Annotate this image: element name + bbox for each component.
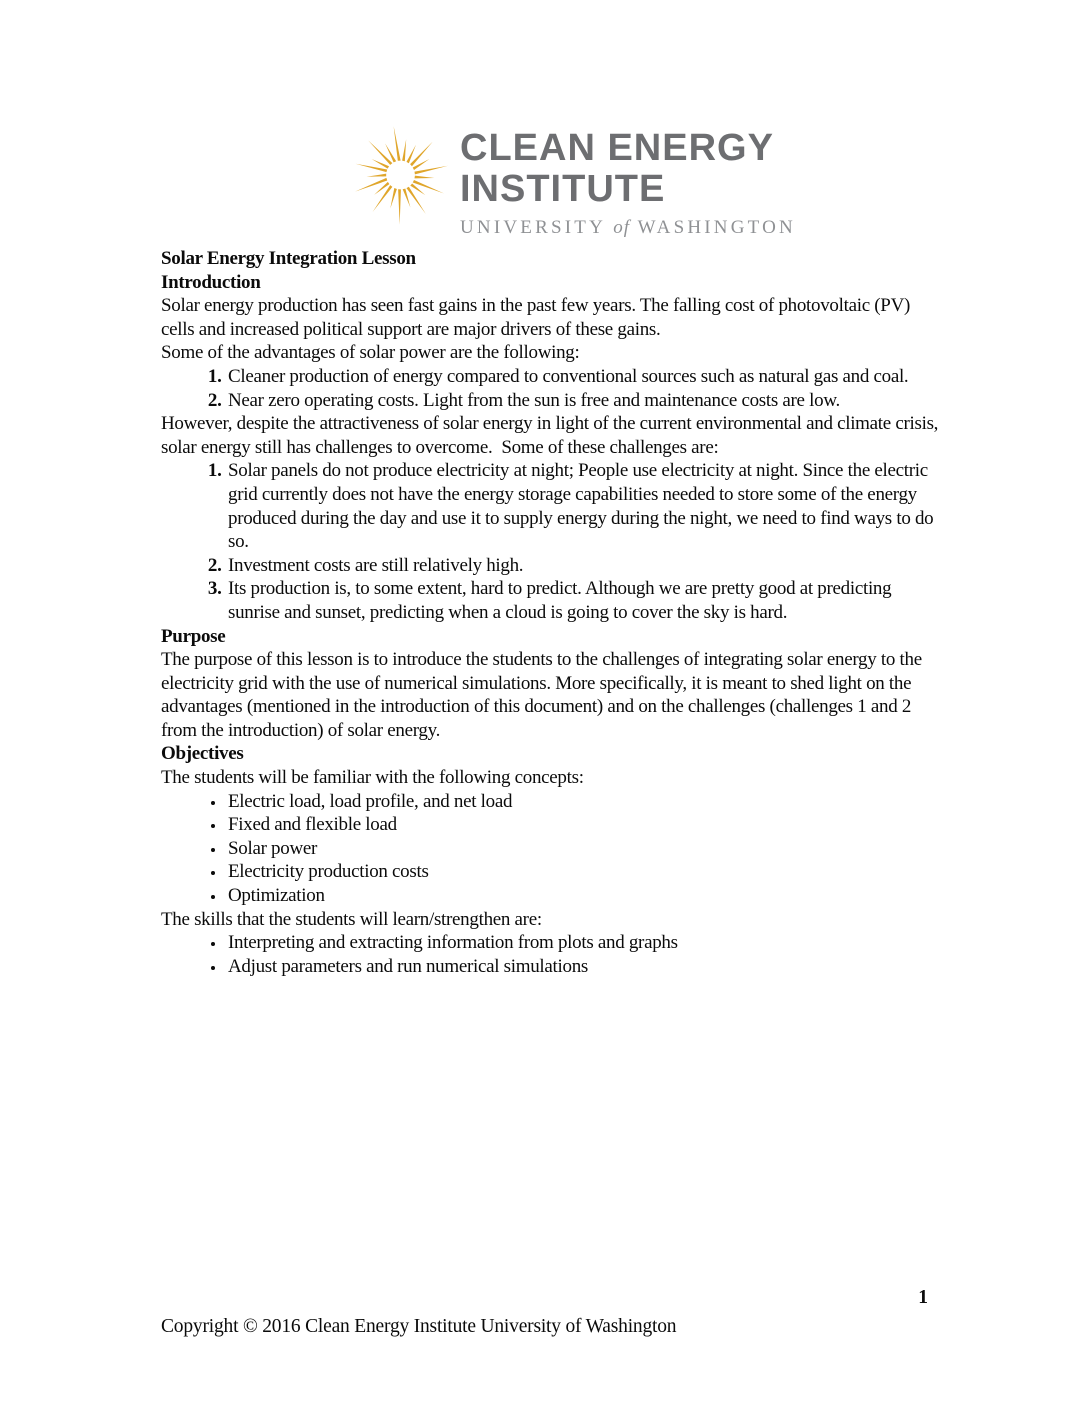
- list-item: • Interpreting and extracting information from plots and graphs: [226, 931, 939, 955]
- skills-lead: The skills that the students will learn/strengthen are:: [161, 908, 542, 930]
- purpose-heading: Purpose: [161, 625, 226, 647]
- introduction-heading: Introduction: [161, 271, 261, 293]
- list-item: • Electric load, load profile, and net load: [226, 790, 939, 814]
- advantages-lead: Some of the advantages of solar power are the following:: [161, 342, 580, 364]
- logo-name-line1: CLEAN ENERGY: [460, 127, 774, 169]
- copyright-footer: Copyright © 2016 Clean Energy Institute University of Washington: [161, 1316, 677, 1337]
- list-item: 3. Its production is, to some extent, hard to predict. Although we are pretty good at predicting sunrise and sunset, predicting when a cloud is going to cover the sky is hard.: [226, 577, 939, 624]
- sunburst-icon: [349, 122, 452, 228]
- logo-subtitle-washington: WASHINGTON: [637, 217, 796, 238]
- logo-text-block: [460, 122, 796, 239]
- logo-subtitle-of: of: [613, 217, 631, 238]
- list-item: • Adjust parameters and run numerical simulations: [226, 955, 939, 979]
- list-item: • Fixed and flexible load: [226, 813, 939, 837]
- list-item: 2. Investment costs are still relatively high.: [226, 554, 939, 578]
- logo-subtitle-university: UNIVERSITY: [460, 217, 606, 238]
- challenges-lead: However, despite the attractiveness of solar energy in light of the current environmental and climate crisis, solar energy still has challenges to overcome. Some of these challenges are:: [161, 413, 943, 458]
- logo-subtitle: [460, 217, 796, 239]
- list-item: 2. Near zero operating costs. Light from the sun is free and maintenance costs are low.: [226, 389, 939, 413]
- introduction-paragraph: Solar energy production has seen fast gains in the past few years. The falling cost of photovoltaic (PV) cells and increased political support are major drivers of these gains.: [161, 295, 915, 340]
- list-item: • Solar power: [226, 837, 939, 861]
- objectives-heading: Objectives: [161, 743, 244, 765]
- purpose-paragraph: The purpose of this lesson is to introduce the students to the challenges of integrating solar energy to the electricity grid with the use of numerical simulations. More specifically, it is meant to shed light on the advantages (mentioned in the introduction of this document) and on the challenges (challenges 1 and 2 from the introduction) of solar energy.: [161, 649, 927, 741]
- concepts-list: [161, 790, 939, 908]
- list-item: 1. Cleaner production of energy compared to conventional sources such as natural gas and coal.: [226, 365, 939, 389]
- list-item: • Electricity production costs: [226, 860, 939, 884]
- clean-energy-institute-logo: [349, 122, 796, 239]
- list-item: • Optimization: [226, 884, 939, 908]
- page-number: 1: [918, 1287, 928, 1308]
- document-title: Solar Energy Integration Lesson: [161, 248, 416, 269]
- challenges-list: [161, 459, 939, 624]
- list-item: 1. Solar panels do not produce electricity at night; People use electricity at night. Since the electric grid currently does not have the energy storage capabilities needed to store some of the energy produced during the day and use it to supply energy during the night, we need to find ways to do so.: [226, 459, 939, 553]
- advantages-list: [161, 365, 939, 412]
- logo-name-line2: INSTITUTE: [460, 168, 666, 210]
- concepts-lead: The students will be familiar with the following concepts:: [161, 767, 584, 789]
- skills-list: [161, 931, 939, 978]
- document-body: [161, 240, 943, 978]
